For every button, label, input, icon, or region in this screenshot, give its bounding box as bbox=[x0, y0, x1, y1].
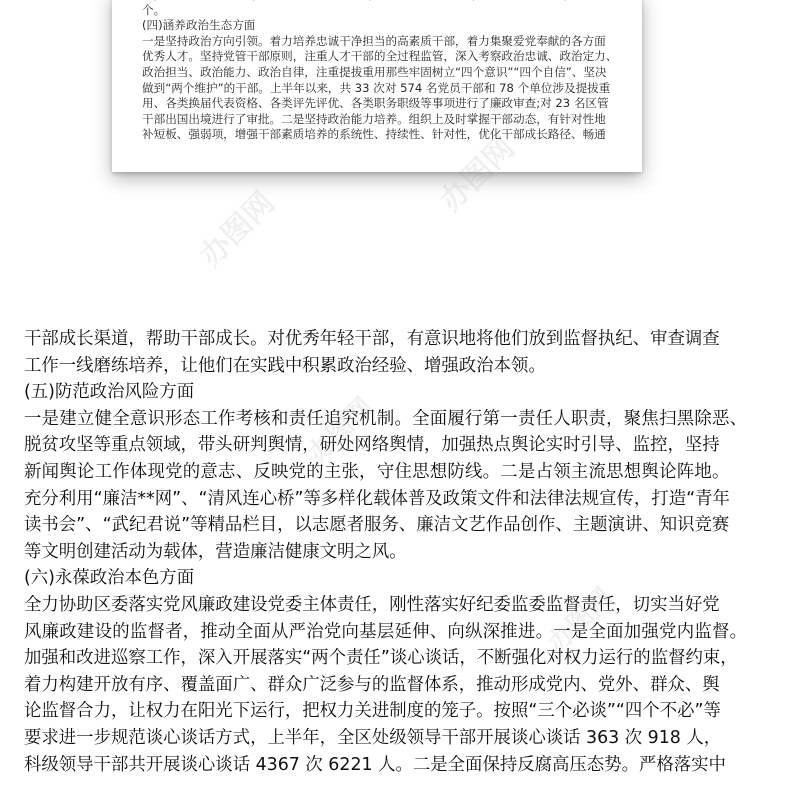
document-page-preview bbox=[112, 0, 642, 172]
preview-line: 用、各类换届代表资格、各类评先评优、各类职务职级等事项进行了廉政审查;对 23 名区管 bbox=[142, 96, 609, 111]
body-line: 脱贫攻坚等重点领域，带头研判舆情，研处网络舆情，加强热点舆论实时引导、监控，坚持 bbox=[24, 435, 720, 456]
body-line: 等文明创建活动为载体，营造廉洁健康文明之风。 bbox=[24, 541, 407, 562]
body-line: 加强和改进巡察工作，深入开展落实“两个责任”谈心谈话，不断强化对权力运行的监督约束， bbox=[24, 648, 738, 669]
preview-line bbox=[142, 0, 624, 3]
preview-line: 一是坚持政治方向引领。着力培养忠诚干净担当的高素质干部，着力集聚爱党奉献的各方面 bbox=[142, 33, 606, 48]
watermark: 办图网 bbox=[542, 582, 619, 659]
body-line: 着力构建开放有序、覆盖面广、群众广泛参与的监督体系，推动形成党内、党外、群众、舆 bbox=[24, 674, 720, 695]
preview-line: 补短板、强弱项，增强干部素质培养的系统性、持续性、针对性，优化干部成长路径、畅通 bbox=[142, 127, 606, 142]
preview-line: 优秀人才。坚持党管干部原则，注重人才干部的全过程监管，深入考察政治忠诚、政治定力、 bbox=[142, 49, 618, 64]
body-line: 科级领导干部共开展谈心谈话 4367 次 6221 人。二是全面保持反腐高压态势。严格落实中 bbox=[24, 754, 726, 775]
preview-line: 干部出国出境进行了审批。二是坚持政治能力培养。组织上及时掌握干部动态，有针对性地 bbox=[142, 111, 606, 126]
body-line: 读书会”、“武纪君说”等精品栏目，以志愿者服务、廉洁文艺作品创作、主题演讲、知识竞赛 bbox=[24, 515, 730, 536]
body-line: 要求进一步规范谈心谈话方式，上半年，全区处级领导干部开展谈心谈话 363 次 918 人， bbox=[24, 727, 722, 748]
preview-text bbox=[112, 0, 642, 143]
preview-line: 政治担当、政治能力、政治自律，注重提拔重用那些牢固树立“四个意识”“四个自信”、坚决 bbox=[142, 64, 607, 79]
section-heading-5: (五)防范政治风险方面 bbox=[24, 382, 195, 403]
body-line: 一是建立健全意识形态工作考核和责任追究机制。全面履行第一责任人职责，聚焦扫黑除恶、 bbox=[24, 408, 748, 429]
body-line: 充分利用“廉洁**网”、“清风连心桥”等多样化载体普及政策文件和法律法规宣传，打造“青年 bbox=[24, 488, 730, 509]
body-line: 风廉政建设的监督者，推动全面从严治党向基层延伸、向纵深推进。一是全面加强党内监督。 bbox=[24, 621, 748, 642]
body-line: 工作一线磨练培养，让他们在实践中积累政治经验、增强政治本领。 bbox=[24, 355, 546, 376]
preview-line: 个。 bbox=[142, 2, 166, 17]
body-line: 新闻舆论工作体现党的意志、反映党的主张，守住思想防线。二是占领主流思想舆论阵地。 bbox=[24, 461, 730, 482]
preview-line: 做到“两个维护”的干部。上半年以来，共 33 次对 574 名党员干部和 78 个单位涉及提拔重 bbox=[142, 80, 611, 95]
body-line: 全力协助区委落实党风廉政建设党委主体责任，刚性落实好纪委监委监督责任，切实当好党 bbox=[24, 594, 720, 615]
body-line: 论监督合力，让权力在阳光下运行，把权力关进制度的笼子。按照“三个必谈”“四个不必”等 bbox=[24, 701, 721, 722]
body-line: 干部成长渠道，帮助干部成长。对优秀年轻干部，有意识地将他们放到监督执纪、审查调查 bbox=[24, 329, 720, 349]
watermark: 办图网 bbox=[302, 392, 379, 469]
section-heading-6: (六)永葆政治本色方面 bbox=[24, 568, 195, 589]
document-body bbox=[24, 326, 780, 778]
preview-section-heading: (四)涵养政治生态方面 bbox=[142, 18, 256, 33]
